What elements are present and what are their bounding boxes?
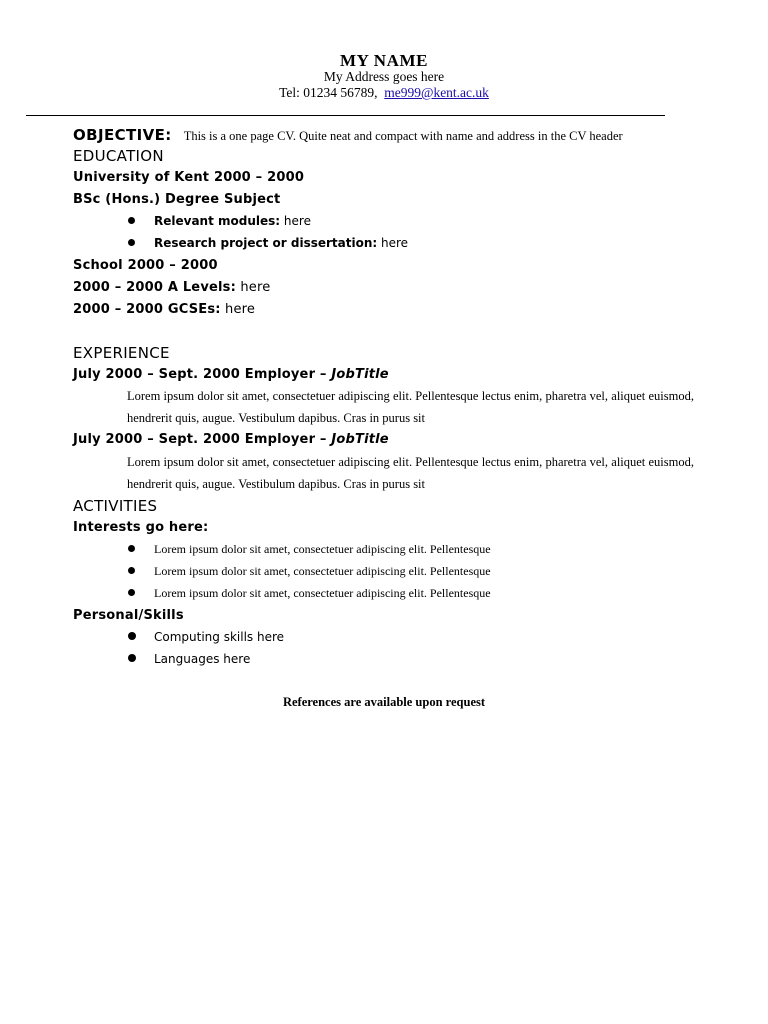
job-dates-employer: July 2000 – Sept. 2000 Employer – (73, 367, 332, 382)
interest-text: Lorem ipsum dolor sit amet, consectetuer adipiscing elit. Pellentesque (154, 564, 491, 578)
job-title: JobTitle (331, 367, 389, 382)
bullet-icon (128, 545, 135, 552)
bullet-icon (128, 632, 136, 640)
skill-text: Languages here (154, 652, 251, 666)
cv-address: My Address goes here (323, 69, 445, 84)
section-heading-education: EDUCATION (73, 147, 164, 165)
interest-text: Lorem ipsum dolor sit amet, consectetuer adipiscing elit. Pellentesque (154, 542, 491, 556)
alevels-line (73, 280, 270, 295)
school-line: School 2000 – 2000 (73, 258, 218, 273)
alevels-label: 2000 – 2000 A Levels: (73, 280, 237, 295)
job-heading (73, 367, 389, 382)
gcses-value: here (220, 302, 256, 317)
objective-line (73, 126, 623, 145)
gcses-line (73, 302, 255, 317)
objective-label: OBJECTIVE: (73, 126, 172, 144)
skill-text: Computing skills here (154, 630, 285, 644)
cv-contact (0, 85, 768, 101)
job-title: JobTitle (331, 432, 389, 447)
section-heading-activities: ACTIVITIES (73, 497, 158, 515)
skills-heading: Personal/Skills (73, 608, 184, 623)
bullet-icon (128, 654, 136, 662)
objective-text: This is a one page CV. Quite neat and compact with name and address in the CV header (183, 129, 623, 143)
alevels-value: here (236, 280, 271, 295)
interest-text: Lorem ipsum dolor sit amet, consectetuer adipiscing elit. Pellentesque (154, 586, 491, 600)
bullet-icon (128, 567, 135, 574)
header-divider (26, 115, 665, 116)
telephone: Tel: 01234 56789, (279, 85, 378, 100)
job-description: Lorem ipsum dolor sit amet, consectetuer adipiscing elit. Pellentesque lectus enim, pharetra vel, aliquet euismod, hendrerit quis, augue. Vestibulum dapibus. Cras in purus sit (127, 389, 694, 425)
bullet-label: Relevant modules: (154, 214, 281, 228)
degree-line: BSc (Hons.) Degree Subject (73, 192, 281, 207)
bullet-value: here (377, 236, 409, 250)
bullet-label: Research project or dissertation: (154, 236, 378, 250)
university-line: University of Kent 2000 – 2000 (73, 170, 305, 185)
bullet-icon (128, 217, 135, 224)
bullet-icon (128, 239, 135, 246)
cv-name: MY NAME (339, 51, 429, 70)
interests-heading: Interests go here: (73, 520, 209, 535)
bullet-value: here (280, 214, 311, 228)
job-dates-employer: July 2000 – Sept. 2000 Employer – (73, 432, 332, 447)
references-note: References are available upon request (282, 695, 486, 709)
bullet-icon (128, 589, 135, 596)
section-heading-experience: EXPERIENCE (73, 344, 170, 362)
gcses-label: 2000 – 2000 GCSEs: (73, 302, 221, 317)
job-heading (73, 432, 389, 447)
email-link[interactable]: me999@kent.ac.uk (384, 85, 489, 100)
job-description: Lorem ipsum dolor sit amet, consectetuer adipiscing elit. Pellentesque lectus enim, pharetra vel, aliquet euismod, hendrerit quis, augue. Vestibulum dapibus. Cras in purus sit (127, 455, 694, 491)
